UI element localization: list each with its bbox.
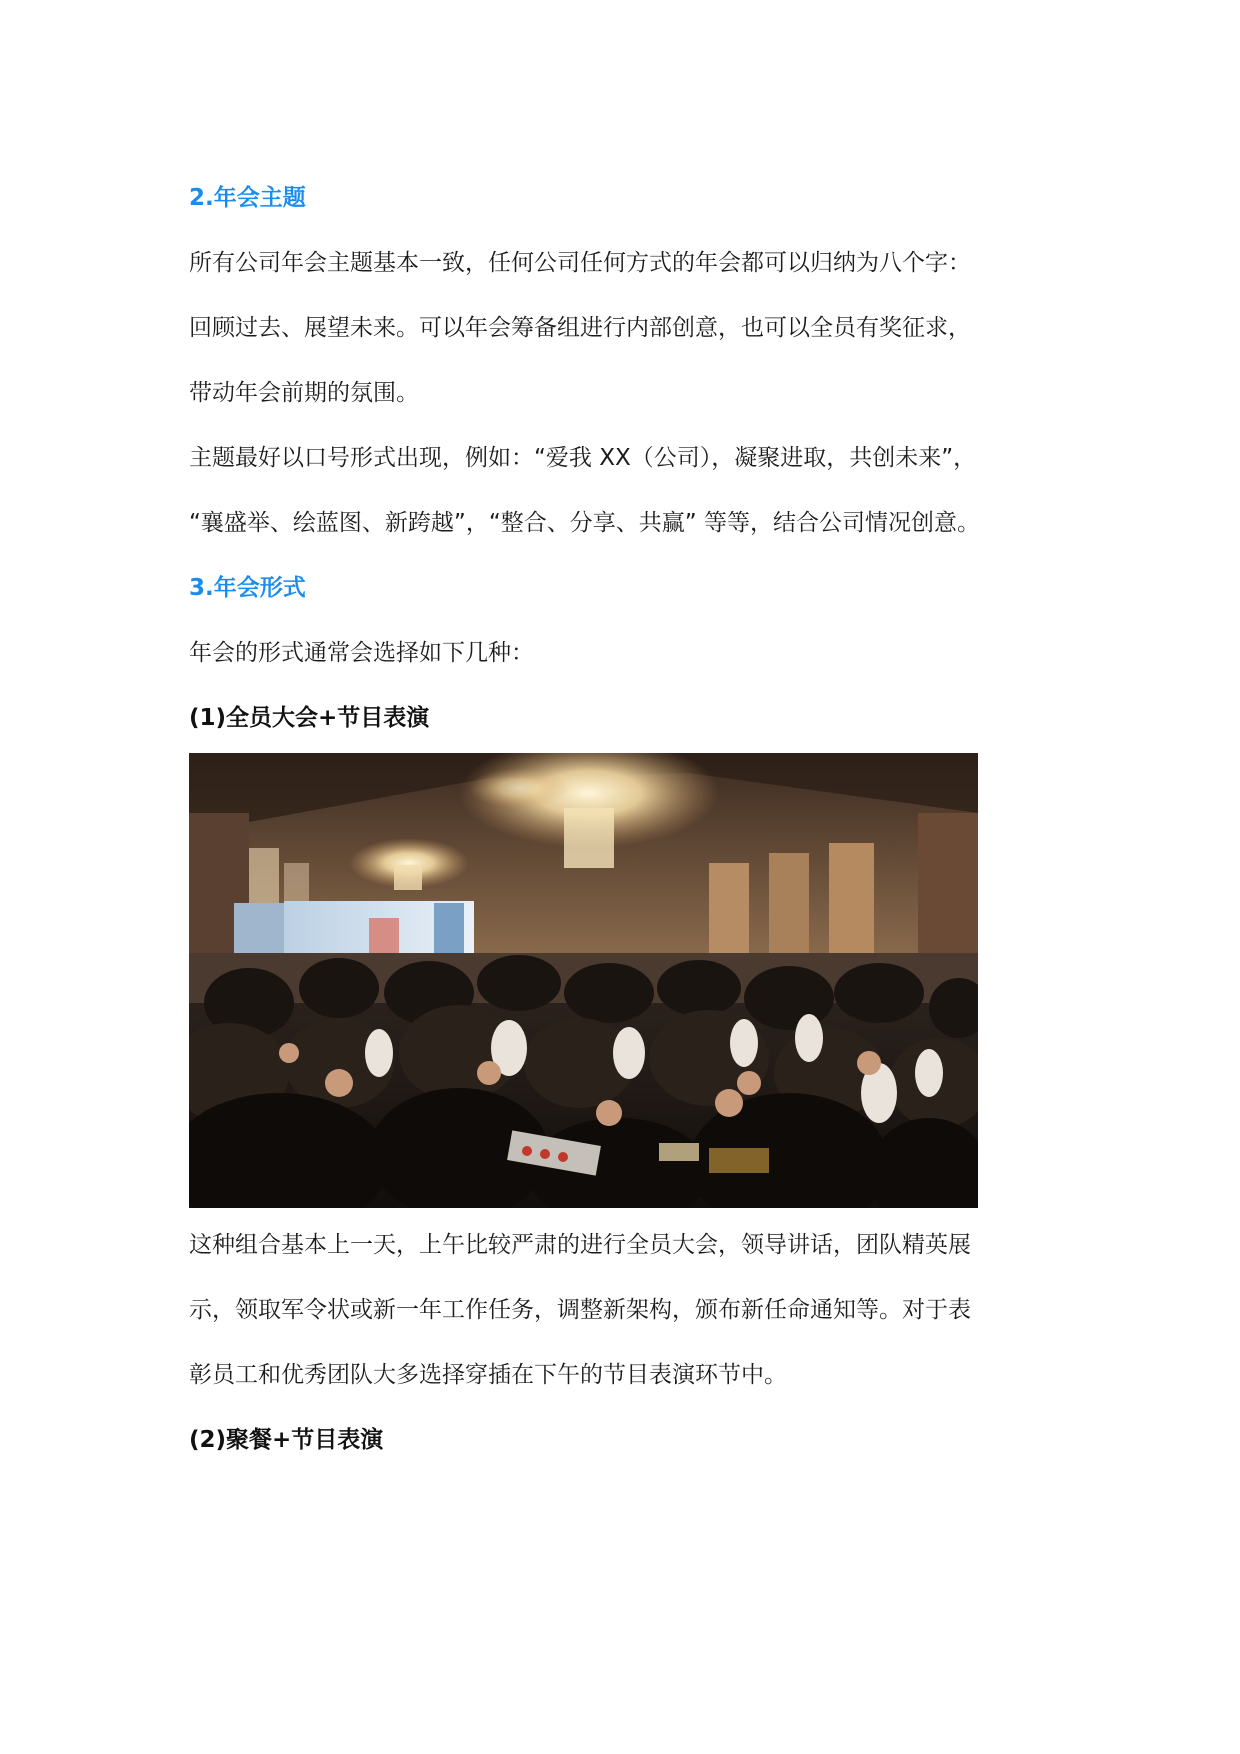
paragraph-line: “襄盛举、绘蓝图、新跨越”，“整合、分享、共赢” 等等，结合公司情况创意。 <box>189 510 980 536</box>
paragraph-line: 这种组合基本上一天，上午比较严肃的进行全员大会，领导讲话，团队精英展 <box>189 1232 971 1258</box>
subheading-all-staff-meeting: (1)全员大会+节目表演 <box>189 705 430 731</box>
paragraph-line: 主题最好以口号形式出现，例如：“爱我 XX（公司），凝聚进取，共创未来”， <box>189 445 977 471</box>
paragraph-line: 彰员工和优秀团队大多选择穿插在下午的节目表演环节中。 <box>189 1362 787 1388</box>
section-heading-annual-theme: 2.年会主题 <box>189 185 306 211</box>
paragraph-line: 所有公司年会主题基本一致，任何公司任何方式的年会都可以归纳为八个字： <box>189 250 971 276</box>
subheading-dinner-performance: (2)聚餐+节目表演 <box>189 1427 384 1453</box>
paragraph-line: 带动年会前期的氛围。 <box>189 380 419 406</box>
paragraph-line: 示，领取军令状或新一年工作任务，调整新架构，颁布新任命通知等。对于表 <box>189 1297 971 1323</box>
section-heading-annual-format: 3.年会形式 <box>189 575 306 601</box>
paragraph-line: 年会的形式通常会选择如下几种： <box>189 640 534 666</box>
paragraph-line: 回顾过去、展望未来。可以年会筹备组进行内部创意，也可以全员有奖征求， <box>189 315 971 341</box>
conference-hall-photo <box>189 753 978 1208</box>
